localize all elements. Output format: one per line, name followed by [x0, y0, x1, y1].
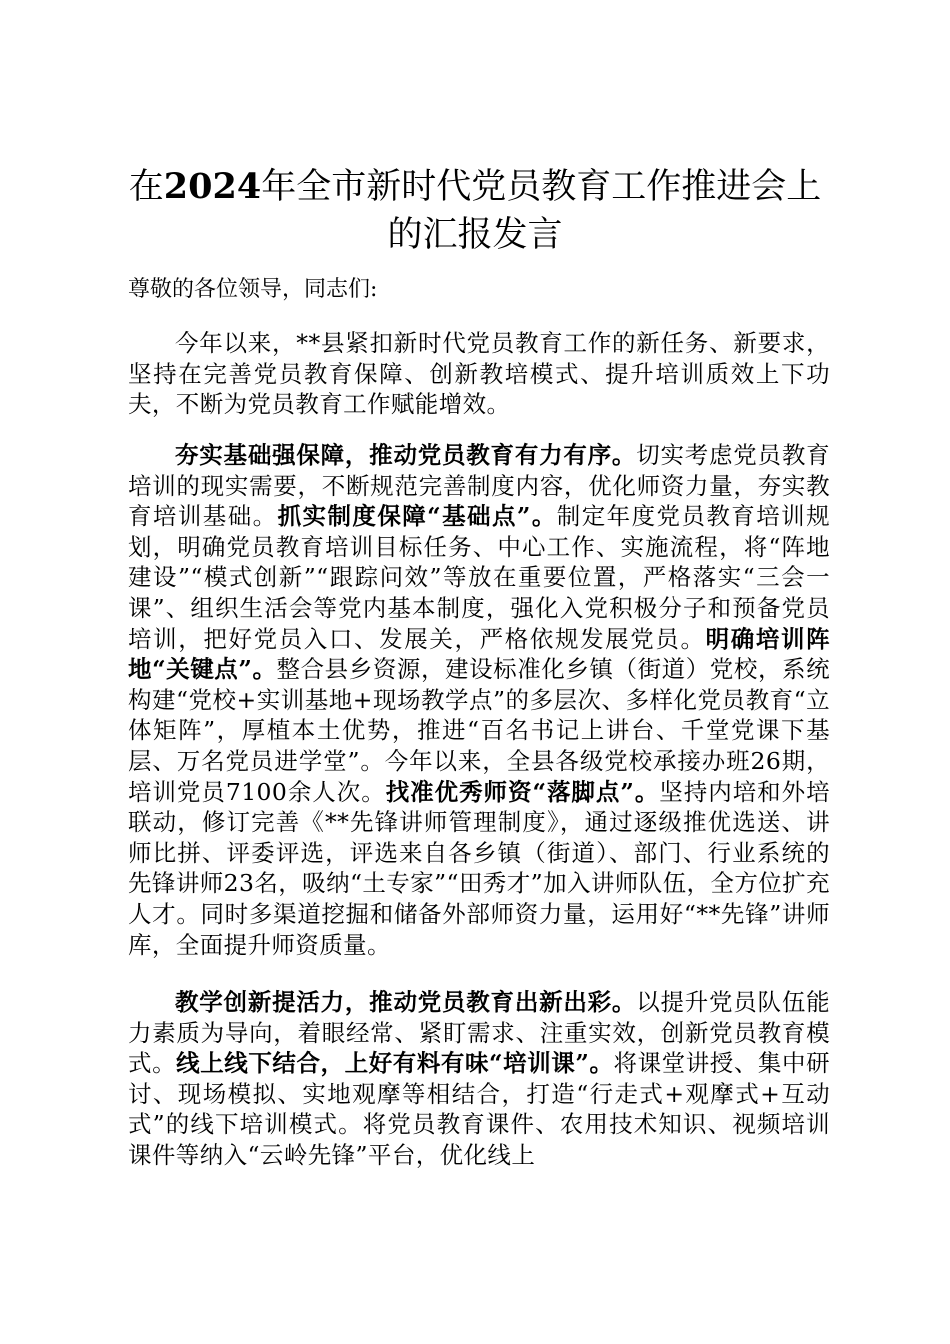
title-line2: 的汇报发言: [387, 215, 563, 255]
section1-paragraph: [128, 440, 830, 960]
section1-text3: 整合县乡资源，建设标准化乡镇（街道）党校，系统构建“党校+实训基地+现场教学点”的多层次、多样化党员教育“立体矩阵”，厚植本土优势，推进“百名书记上讲台、千堂党课下基层、万名党员进学堂”。今年以来，全县各级党校承接办班26期，培训党员7100余人次。: [128, 655, 830, 806]
section1-sub3: 找准优秀师资“落脚点”。: [385, 777, 660, 806]
section1-text4: 坚持内培和外培联动，修订完善《**先锋讲师管理制度》，通过逐级推优选送、讲师比拼、评委评选，评选来自各乡镇（街道）、部门、行业系统的先锋讲师23名，吸纳“土专家”“田秀才”加入讲师队伍，全方位扩充人才。同时多渠道挖掘和储备外部师资力量，运用好“**先锋”讲师库，全面提升师资质量。: [128, 777, 830, 959]
section1-heading: 夯实基础强保障，推动党员教育有力有序。: [175, 441, 637, 469]
salutation: 尊敬的各位领导，同志们:: [128, 277, 378, 302]
section1-text1: 切实考虑党员教育培训的现实需要，不断规范完善制度内容，优化师资力量，夯实教育培训基础。: [128, 441, 830, 531]
section2-text1: 以提升党员队伍能力素质为导向，着眼经常、紧盯需求、注重实效，创新党员教育模式。: [128, 988, 830, 1078]
title-prefix: 在: [128, 167, 164, 207]
section2-sub1: 线上线下结合，上好有料有味“培训课”。: [176, 1049, 614, 1078]
title-line1-rest: 年全市新时代党员教育工作推进会上: [261, 167, 822, 207]
section2-heading: 教学创新提活力，推动党员教育出新出彩。: [175, 988, 637, 1016]
section2-paragraph: [128, 987, 830, 1171]
section1-text2: 制定年度党员教育培训规划，明确党员教育培训目标任务、中心工作、实施流程，将“阵地建设”“模式创新”“跟踪问效”等放在重要位置，严格落实“三会一课”、组织生活会等党内基本制度，强化入党积极分子和预备党员培训，把好党员入口、发展关，严格依规发展党员。: [128, 502, 830, 653]
section1-sub1: 抓实制度保障“基础点”。: [277, 502, 557, 531]
section1-sub2: 明确培训阵地“关键点”。: [128, 624, 830, 684]
document-title: [100, 163, 850, 259]
section2-text2: 将课堂讲授、集中研讨、现场模拟、实地观摩等相结合，打造“行走式+观摩式+互动式”的线下培训模式。将党员教育课件、农用技术知识、视频培训课件等纳入“云岭先锋”平台，优化线上: [128, 1049, 830, 1169]
intro-paragraph: 今年以来，**县紧扣新时代党员教育工作的新任务、新要求，坚持在完善党员教育保障、创新教培模式、提升培训质效上下功夫，不断为党员教育工作赋能增效。: [128, 329, 830, 419]
title-year: 2024: [163, 166, 262, 207]
